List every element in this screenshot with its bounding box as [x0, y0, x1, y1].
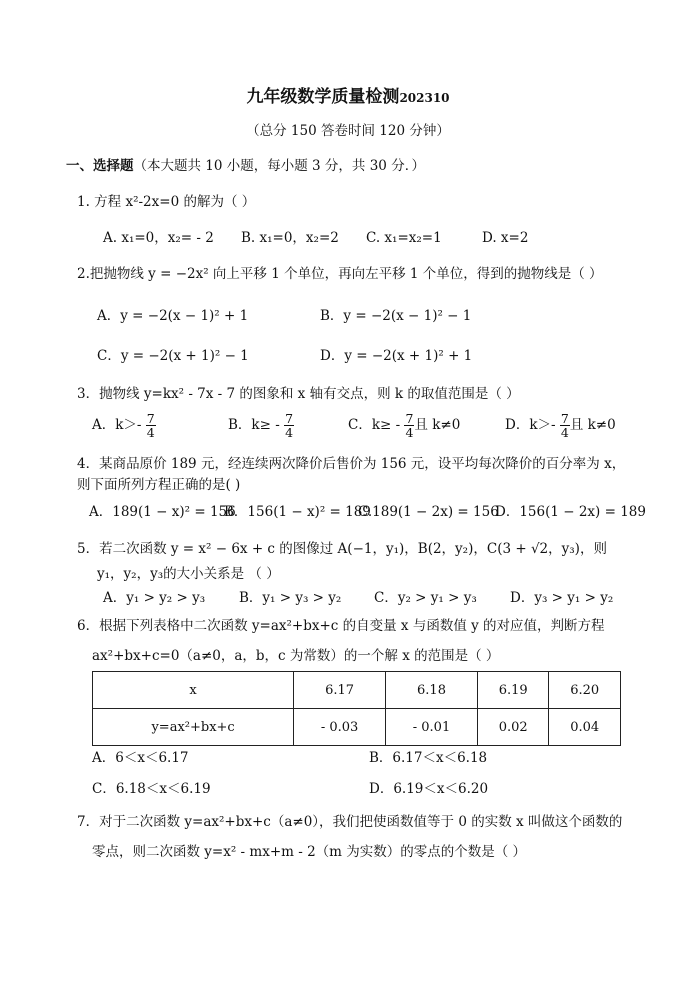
q4-option-d: D．156(1 − 2x) = 189: [495, 504, 646, 520]
q1-stem: 1. 方程 x²-2x=0 的解为（ ）: [77, 194, 256, 210]
q3-option-b: [228, 412, 294, 439]
q3-c-label: C．k≥ -: [348, 417, 401, 434]
table-cell: - 0.03: [294, 709, 386, 746]
table-cell: 6.18: [386, 672, 478, 709]
q3-option-d: [505, 412, 616, 439]
table-cell: 6.19: [477, 672, 549, 709]
q4-option-b: B．156(1 − x)² = 189: [224, 504, 371, 520]
q5-option-c: C．y₂ > y₁ > y₃: [374, 590, 477, 606]
q1-option-a: A. x₁=0，x₂= - 2: [103, 230, 214, 246]
section-desc: （本大题共 10 小题，每小题 3 分，共 30 分．）: [133, 158, 425, 174]
q2-option-c: C．y = −2(x + 1)² − 1: [97, 348, 249, 364]
q1-option-c: C. x₁=x₂=1: [366, 230, 442, 246]
q4-line1: 4．某商品原价 189 元，经连续两次降价后售价为 156 元，设平均每次降价的百分率为 x，: [77, 456, 626, 472]
q6-option-b: B．6.17＜x＜6.18: [369, 750, 488, 766]
q6-option-a: A．6＜x＜6.17: [92, 750, 189, 766]
q5-line1: 5．若二次函数 y = x² − 6x + c 的图像过 A(−1，y₁)，B(2，y₂)，C(3 + √2，y₃)，则: [77, 541, 607, 557]
table-cell: 0.02: [477, 709, 549, 746]
table-cell: y=ax²+bx+c: [93, 709, 294, 746]
q5-option-b: B．y₁ > y₃ > y₂: [239, 590, 342, 606]
q4-line2: 则下面所列方程正确的是( ): [77, 477, 241, 493]
value-table: [92, 671, 621, 746]
page-title: [0, 87, 696, 108]
table-cell: - 0.01: [386, 709, 478, 746]
q3-option-a: [92, 412, 156, 439]
q1-option-b: B. x₁=0，x₂=2: [241, 230, 339, 246]
q2-option-b: B．y = −2(x − 1)² − 1: [320, 308, 472, 324]
exam-code: 202310: [399, 91, 450, 105]
subtitle: （总分 150 答卷时间 120 分钟）: [246, 123, 450, 139]
table-row: [93, 672, 621, 709]
q3-a-fraction: $\frac{7}{4}$: [146, 411, 155, 441]
q2-option-d: D．y = −2(x + 1)² + 1: [320, 348, 473, 364]
q3-a-label: A．k＞-: [92, 417, 142, 434]
table-cell: 6.17: [294, 672, 386, 709]
q3-option-c: [348, 412, 460, 439]
q3-b-fraction: $\frac{7}{4}$: [285, 411, 294, 441]
q5-option-a: A．y₁ > y₂ > y₃: [103, 590, 206, 606]
q6-line2: ax²+bx+c=0（a≠0，a，b，c 为常数）的一个解 x 的范围是（ ）: [92, 648, 500, 664]
table-cell: x: [93, 672, 294, 709]
q7-line1: 7．对于二次函数 y=ax²+bx+c（a≠0），我们把使函数值等于 0 的实数 x 叫做这个函数的: [77, 814, 623, 830]
title-text: 九年级数学质量检测: [246, 87, 400, 107]
q4-option-a: A．189(1 − x)² = 156: [89, 504, 236, 520]
section-title: 一、选择题: [66, 158, 134, 174]
q2-stem: 2.把抛物线 y = −2x² 向上平移 1 个单位，再向左平移 1 个单位，得到的抛物线是（ ）: [77, 266, 603, 282]
table-cell: 0.04: [549, 709, 621, 746]
q3-c-fraction: $\frac{7}{4}$: [405, 411, 414, 441]
q6-line1: 6．根据下列表格中二次函数 y=ax²+bx+c 的自变量 x 与函数值 y 的对应值，判断方程: [77, 618, 605, 634]
q1-option-d: D. x=2: [482, 230, 529, 246]
q2-option-a: A．y = −2(x − 1)² + 1: [97, 308, 249, 324]
q3-d-fraction: $\frac{7}{4}$: [560, 411, 569, 441]
q6-option-c: C．6.18＜x＜6.19: [92, 781, 211, 797]
q3-b-label: B．k≥ -: [228, 417, 280, 434]
q4-option-c: C.189(1 − 2x) = 156: [358, 504, 499, 520]
table-cell: 6.20: [549, 672, 621, 709]
q6-option-d: D．6.19＜x＜6.20: [369, 781, 489, 797]
q3-stem: 3．抛物线 y=kx² - 7x - 7 的图象和 x 轴有交点，则 k 的取值范围是（ ）: [77, 386, 520, 402]
q5-option-d: D．y₃ > y₁ > y₂: [510, 590, 614, 606]
q3-d-label: D．k＞-: [505, 417, 556, 434]
section-heading: [66, 158, 425, 175]
q7-line2: 零点，则二次函数 y=x² - mx+m - 2（m 为实数）的零点的个数是（ ）: [92, 844, 527, 860]
q3-c-suffix: 且 k≠0: [414, 417, 461, 434]
table-row: [93, 709, 621, 746]
q5-line2: y₁，y₂，y₃的大小关系是 （ ）: [97, 566, 280, 582]
q3-d-suffix: 且 k≠0: [569, 417, 616, 434]
